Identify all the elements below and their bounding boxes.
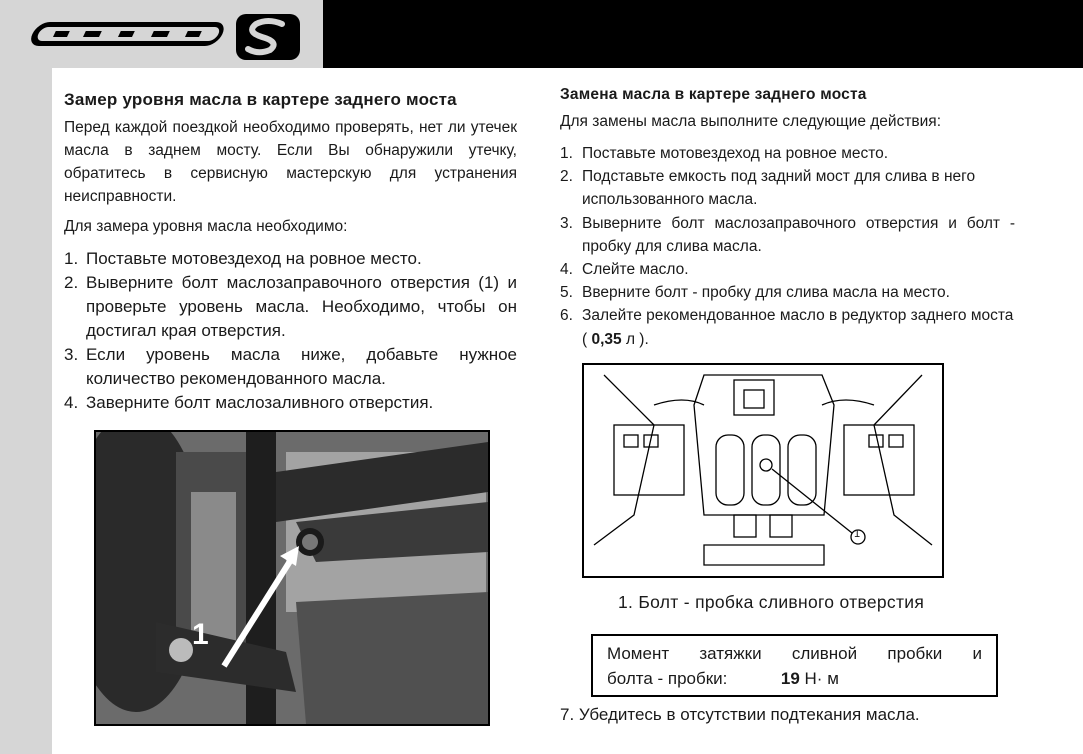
torque-unit: Н· м bbox=[804, 669, 839, 688]
stels-logo-icon bbox=[0, 0, 323, 68]
list-item: 4. Слейте масло. bbox=[560, 261, 689, 279]
left-intro: Перед каждой поездкой необходимо проверять, нет ли утечек масла в заднем мосту. Если Вы обнаружили утечку, обратитесь в сервисную мастерскую для устранения неисправности. bbox=[64, 119, 517, 205]
list-item: 2. Выверните болт маслозаправочного отверстия (1) и проверьте уровень масла. Необходимо, чтобы он достигал края отверстия. bbox=[64, 273, 517, 340]
list-item: 3. Если уровень масла ниже, добавьте нужное количество рекомендованного масла. bbox=[64, 345, 517, 388]
left-steps-list bbox=[64, 247, 517, 415]
torque-value: 19 bbox=[780, 669, 800, 688]
torque-line-1: Момент затяжки сливной пробки и bbox=[607, 644, 982, 663]
list-item: 2. Подставьте емкость под задний мост для слива в него использованного масла. bbox=[560, 168, 976, 209]
left-lead: Для замера уровня масла необходимо: bbox=[64, 218, 348, 235]
rear-axle-diagram bbox=[582, 363, 944, 578]
brand-logo bbox=[0, 0, 323, 68]
side-strip bbox=[0, 68, 52, 754]
diagram-callout-label: 1 bbox=[854, 528, 861, 540]
torque-line-2: болта - пробки: 19 Н· м bbox=[607, 669, 839, 688]
rear-axle-photo bbox=[94, 430, 490, 726]
left-section-title: Замер уровня масла в картере заднего моста bbox=[64, 90, 457, 109]
list-item: 1. Поставьте мотовездеход на ровное место. bbox=[64, 249, 422, 268]
photo-callout-label: 1 bbox=[192, 618, 209, 651]
final-step: 7. Убедитесь в отсутствии подтекания масла. bbox=[560, 705, 920, 724]
torque-spec-box bbox=[591, 634, 998, 697]
list-item: 5. Вверните болт - пробку для слива масла на место. bbox=[560, 284, 950, 302]
list-item: 1. Поставьте мотовездеход на ровное место. bbox=[560, 145, 889, 162]
left-column bbox=[64, 90, 517, 415]
right-lead: Для замены масла выполните следующие действия: bbox=[560, 113, 942, 130]
diagram-caption: 1. Болт - пробка сливного отверстия bbox=[618, 592, 925, 612]
right-section-title: Замена масла в картере заднего моста bbox=[560, 86, 867, 103]
oil-amount: 0,35 bbox=[591, 330, 622, 348]
right-column bbox=[560, 86, 1015, 351]
list-item: 4. Заверните болт маслозаливного отверстия. bbox=[64, 393, 434, 412]
list-item: 6. Залейте рекомендованное масло в редуктор заднего моста ( 0,35 л ). bbox=[560, 307, 1014, 348]
list-item: 3. Выверните болт маслозаправочного отверстия и болт - пробку для слива масла. bbox=[560, 214, 1015, 255]
right-steps-list bbox=[560, 142, 1015, 351]
